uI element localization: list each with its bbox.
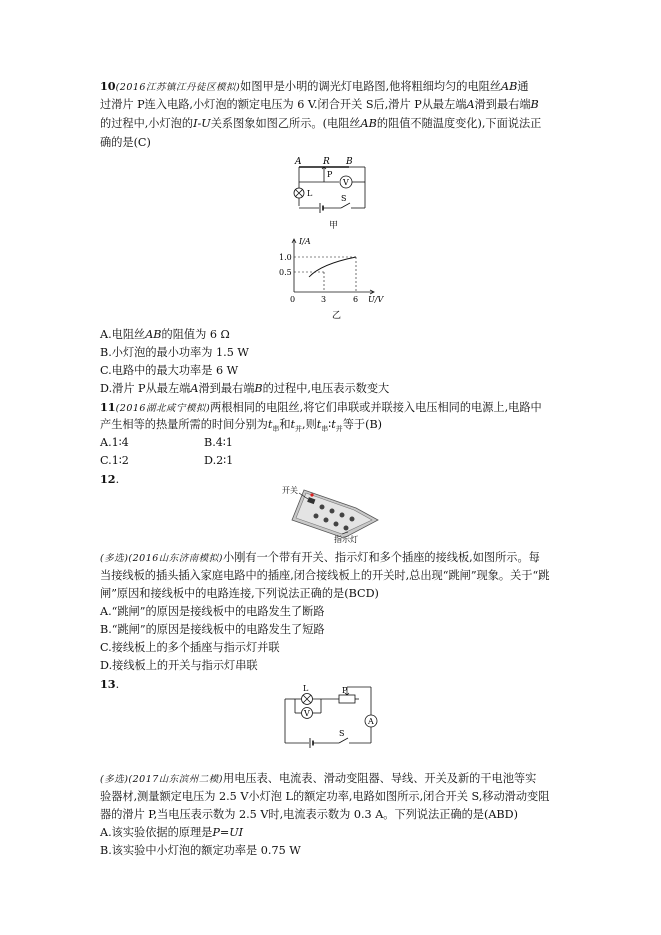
q12-option-b: B.“跳闸”的原因是接线板中的电路发生了短路 (100, 623, 325, 636)
x-tick-0: 0 (290, 295, 296, 304)
t-sub: 并 (295, 425, 303, 434)
q10-source: (2016江苏镇江丹徒区模拟) (115, 82, 241, 93)
x-tick-6: 6 (353, 295, 359, 304)
option-b: B (254, 382, 263, 395)
indicator-light-icon (310, 493, 313, 496)
q12-number-line (100, 471, 119, 488)
t-var: t (290, 418, 296, 431)
caption-yi: 乙 (332, 311, 342, 321)
formula: P=UI (212, 826, 244, 839)
q11-text: 两根相同的电阻丝,将它们串联或并联接入电压相同的电源上,电路中 (210, 401, 542, 414)
socket-icon (320, 505, 325, 510)
label-s: S (339, 729, 345, 738)
q11-text: 和 (279, 418, 291, 431)
switch-icon (339, 738, 348, 743)
socket-icon (330, 509, 335, 514)
q10-text-end: 通 (517, 80, 529, 93)
q11-option-d: D.2∶1 (204, 454, 234, 467)
q10-text: 的阻值不随温度变化),下面说法正 (376, 117, 542, 130)
q10-a: A (466, 98, 475, 111)
q10-text: 关系图象如图乙所示。(电阻丝 (210, 117, 361, 130)
y-label: I/A (299, 237, 311, 246)
q13-line-3: 器的滑片 P,当电压表示数为 2.5 V时,电流表示数为 0.3 A。下列说法正确的是(ABD) (100, 808, 518, 821)
label-p: P (327, 170, 333, 179)
q10-line-1 (100, 78, 529, 96)
q10-text: 滑到最右端 (474, 98, 531, 111)
q12-line-1 (100, 550, 540, 567)
switch-label: 开关 (282, 486, 298, 495)
q10-text: 如图甲是小明的调光灯电路图,他将粗细均匀的电阻丝 (240, 80, 502, 93)
q10-option-c: C.电路中的最大功率是 6 W (100, 364, 239, 377)
q10-b: B (530, 98, 539, 111)
q11-option-b: B.4∶1 (204, 436, 233, 449)
q12-text: 小刚有一个带有开关、指示灯和多个插座的接线板,如图所示。每 (223, 551, 540, 564)
t-var: t (331, 418, 336, 431)
q10-number: 10 (100, 79, 116, 93)
q11-text: 产生相等的热量所需的时间分别为 (100, 418, 268, 431)
option-ab: AB (145, 328, 162, 341)
q11-option-a: A.1∶4 (100, 436, 129, 449)
q12-option-c: C.接线板上的多个插座与指示灯并联 (100, 641, 280, 654)
t-sub: 并 (335, 425, 343, 434)
option-text: A.该实验依据的原理是 (100, 826, 213, 839)
q13-option-a (100, 825, 243, 841)
q11-source: (2016湖北咸宁模拟) (115, 403, 211, 414)
socket-icon (334, 522, 339, 527)
option-text: D.滑片 P从最左端 (100, 382, 191, 395)
q10-iu-graph (276, 232, 396, 322)
socket-icon (314, 514, 319, 519)
option-text: 滑到最右端 (198, 382, 255, 395)
label-v: V (343, 178, 349, 187)
q12-power-strip-figure (282, 480, 382, 545)
option-a: A (190, 382, 199, 395)
x-label: U/V (368, 295, 384, 304)
label-l: L (303, 684, 309, 693)
q12-option-a: A.“跳闸”的原因是接线板中的电路发生了断路 (100, 605, 325, 618)
q13-line-2: 验器材,测量额定电压为 2.5 V小灯泡 L的额定功率,电路如图所示,闭合开关 S,移动滑动变阻 (100, 790, 550, 803)
socket-icon (350, 517, 355, 522)
q12-source: (2016山东济南模拟) (128, 553, 224, 564)
option-text: 的阻值为 6 Ω (161, 328, 230, 341)
q12-line-3: 闸”原因和接线板中的电路连接,下列说法正确的是(BCD) (100, 587, 379, 600)
rheostat-icon (339, 695, 355, 703)
q11-number: 11 (100, 400, 116, 414)
t-sub: 串 (321, 425, 329, 434)
q13-text: 用电压表、电流表、滑动变阻器、导线、开关及新的干电池等实 (223, 772, 537, 785)
q13-tag: (多选) (100, 774, 129, 785)
q10-iu: I-U (193, 117, 211, 130)
iu-curve (309, 257, 356, 277)
q10-circuit-figure (283, 150, 383, 232)
q12-line-2: 当接线板的插头插入家庭电路中的插座,闭合接线板上的开关时,总出现“跳闸”现象。关于“跳 (100, 569, 550, 582)
label-p: P (342, 686, 348, 695)
label-v: V (304, 709, 310, 718)
q13-source: (2017山东滨州二模) (128, 774, 224, 785)
label-a: A (368, 717, 374, 726)
q10-option-b: B.小灯泡的最小功率为 1.5 W (100, 346, 249, 359)
x-tick-3: 3 (321, 295, 327, 304)
q11-line-1 (100, 399, 542, 417)
q13-number-line (100, 676, 119, 693)
y-tick-1: 1.0 (279, 253, 292, 262)
y-tick-05: 0.5 (279, 268, 292, 277)
q12-tag: (多选) (100, 553, 129, 564)
q10-ab: AB (360, 117, 377, 130)
q12-dot: . (115, 473, 120, 486)
label-r: R (323, 157, 330, 167)
q11-line-2 (100, 417, 382, 437)
label-l: L (307, 189, 313, 198)
t-var: t (267, 418, 273, 431)
q11-option-c: C.1∶2 (100, 454, 129, 467)
q10-line-4: 确的是(C) (100, 136, 151, 149)
q10-line-3 (100, 116, 541, 132)
ratio-colon: ∶ (328, 418, 332, 431)
socket-icon (340, 513, 345, 518)
q13-circuit-figure (277, 683, 385, 751)
t-sub: 串 (272, 425, 280, 434)
q13-line-1 (100, 771, 536, 788)
label-s: S (341, 194, 347, 203)
q11-text: ,则 (302, 418, 317, 431)
q13-number: 13 (100, 677, 116, 691)
q12-option-d: D.接线板上的开关与指示灯串联 (100, 659, 258, 672)
q13-option-b: B.该实验中小灯泡的额定功率是 0.75 W (100, 844, 301, 857)
q10-option-a (100, 327, 230, 343)
q10-text: 过滑片 P连入电路,小灯泡的额定电压为 6 V.闭合开关 S后,滑片 P从最左端 (100, 98, 467, 111)
caption-jia: 甲 (329, 221, 339, 231)
q10-line-2 (100, 97, 539, 113)
switch-icon (341, 203, 350, 208)
q10-option-d (100, 381, 389, 397)
label-b: B (346, 157, 353, 167)
option-text: 的过程中,电压表示数变大 (262, 382, 390, 395)
indicator-label: 指示灯 (334, 535, 358, 544)
q12-number: 12 (100, 472, 116, 486)
q11-text: 等于(B) (342, 418, 383, 431)
q10-text: 的过程中,小灯泡的 (100, 117, 194, 130)
label-a: A (295, 157, 302, 167)
q10-ab: AB (501, 80, 518, 93)
socket-icon (324, 518, 329, 523)
option-text: A.电阻丝 (100, 328, 146, 341)
t-var: t (316, 418, 322, 431)
socket-icon (344, 526, 349, 531)
q13-dot: . (115, 678, 120, 691)
